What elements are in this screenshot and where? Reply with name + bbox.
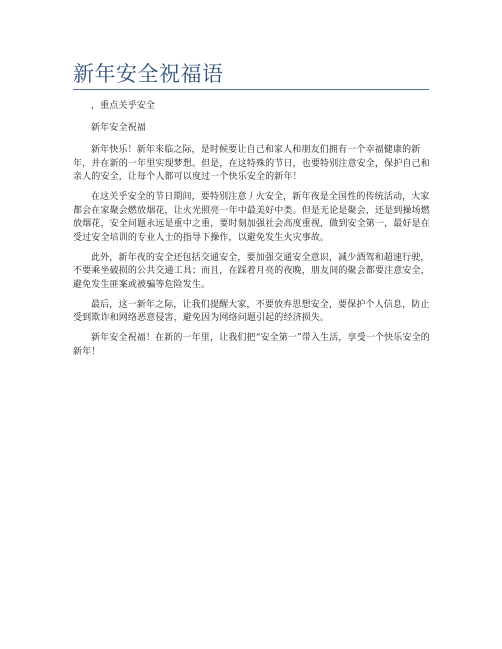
document-title: 新年安全祝福语 [73, 62, 224, 86]
paragraph-heading: 新年安全祝福 [91, 123, 146, 133]
paragraph-traffic-safety: 此外，新年夜的安全还包括交通安全，要加强交通安全意识，减少酒驾和超速行驶，不要乘坐破损的公共交通工具；而且，在踩着月亮的夜晚，朋友间的聚会都要注意安全，避免发生匪案或被骗等危险发生。 [73, 252, 430, 290]
document-body [73, 100, 433, 366]
paragraph-greeting: 新年快乐！新年来临之际，是时候要让自己和家人和朋友们拥有一个幸福健康的新年，并在新的一年里实现梦想。但是，在这特殊的节日，也要特别注意安全，保护自己和亲人的安全，让每个人都可以度过一个快乐安全的新年！ [73, 145, 430, 182]
paragraph-online-safety: 最后，这一新年之际，让我们提醒大家，不要放弃思想安全，要保护个人信息，防止受到欺诈和网络恶意侵害，避免因为网络问题引起的经济损失。 [73, 299, 430, 323]
paragraph-subtitle: ，重点关乎安全 [91, 101, 156, 111]
paragraph-fire-safety: 在这关乎安全的节日期间，要特别注意丿火安全，新年夜是全国性的传统活动，大家都会在家聚会燃放烟花，让火光照亮一年中最美好中类。但是无论是聚会，还是到操场燃放烟花，安全问题永远是重中之重，要时刻加强社会高度重视，做到安全第一，最好是在受过安全培训的专业人士的指导下操作，以避免发生火灾事故。 [73, 192, 430, 243]
paragraph-closing: 新年安全祝福！在新的一年里，让我们把“安全第一”带入生活，享受一个快乐安全的新年！ [73, 333, 430, 357]
title-underline [73, 89, 429, 90]
